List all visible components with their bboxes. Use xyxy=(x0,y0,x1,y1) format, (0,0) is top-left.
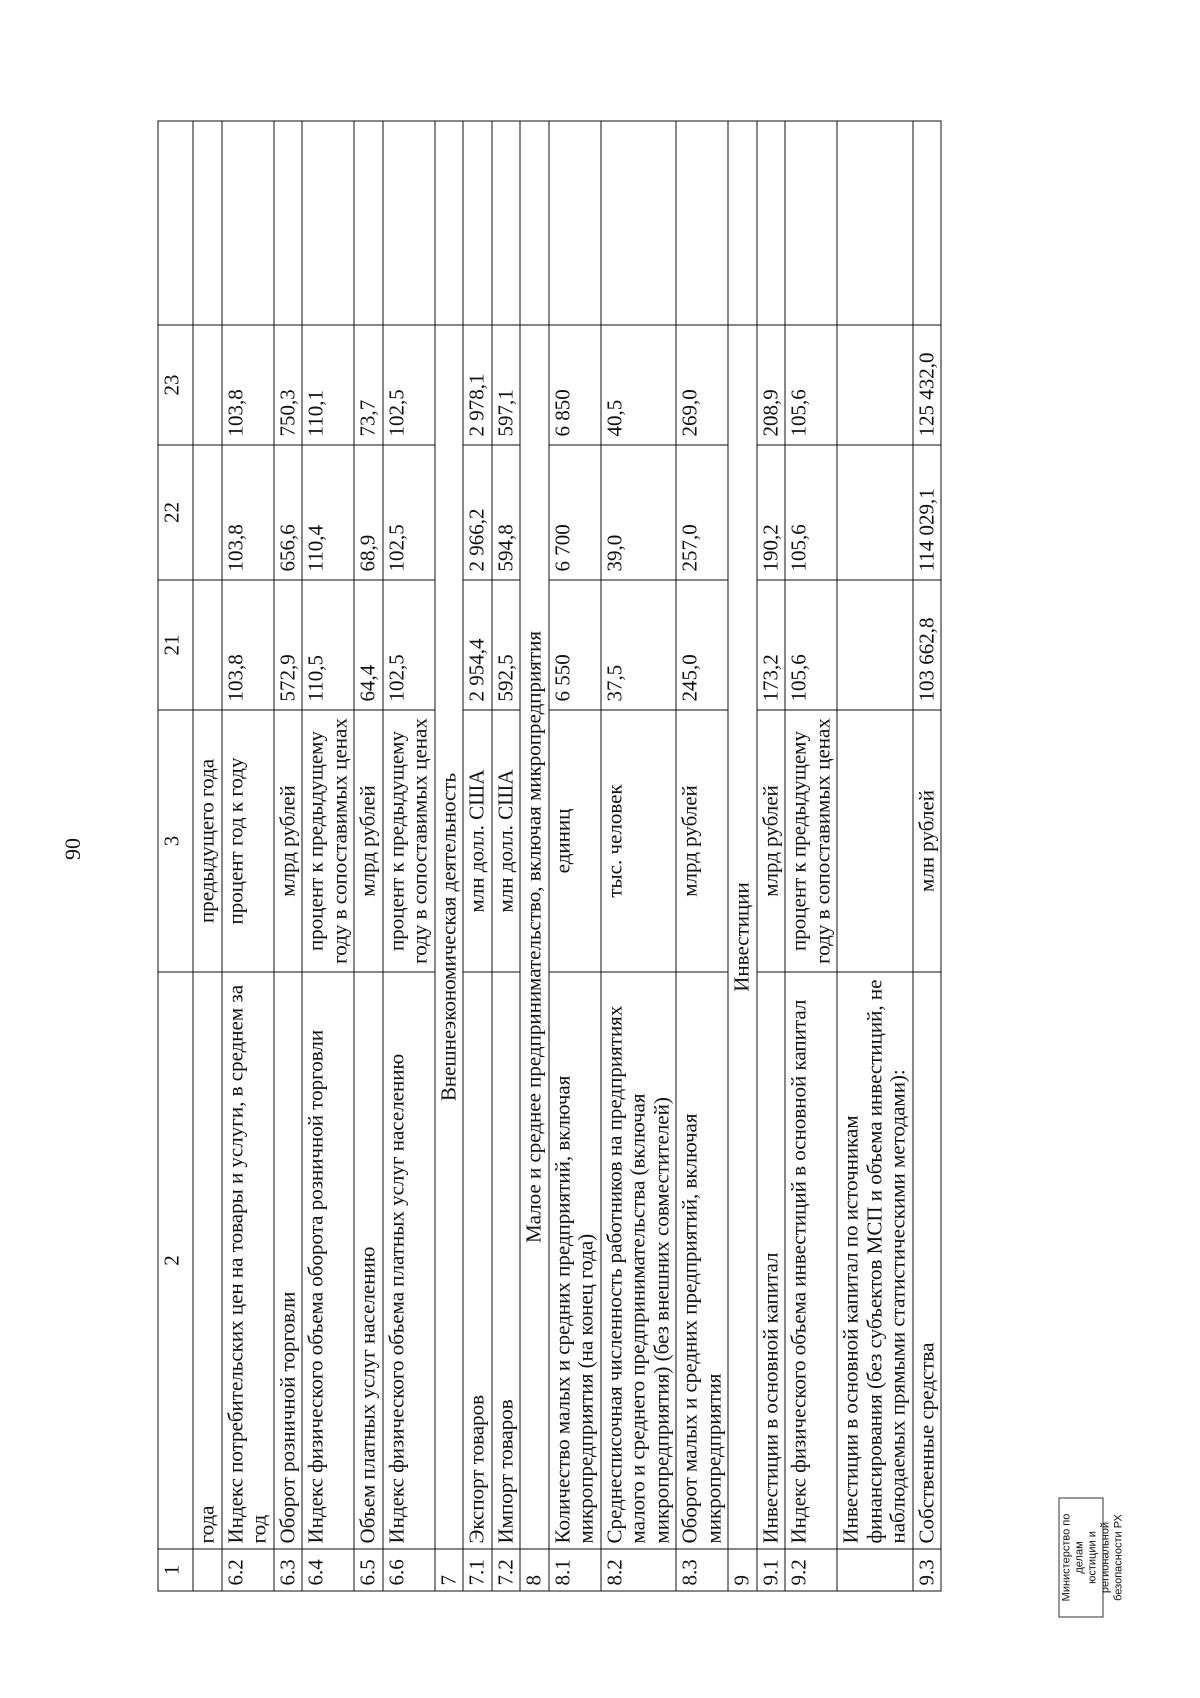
row-unit: млн рублей xyxy=(913,710,942,972)
header-col-21: 21 xyxy=(158,580,193,710)
tail-cell xyxy=(463,121,492,325)
section-title: Инвестиции xyxy=(728,325,757,1549)
section-title: Внешнеэкономическая деятельность xyxy=(435,325,464,1549)
row-value-22: 105,6 xyxy=(785,445,837,580)
tail-cell xyxy=(492,121,521,325)
tail-cell xyxy=(728,121,757,325)
row-indicator: Индекс физического объема платных услуг населению xyxy=(383,972,435,1549)
row-value-22: 2 966,2 xyxy=(463,445,492,580)
table-row xyxy=(222,121,274,1591)
row-id: 9.1 xyxy=(757,1549,786,1591)
tail-cell xyxy=(837,121,913,325)
ministry-stamp xyxy=(1059,1498,1125,1618)
row-id: 6.2 xyxy=(222,1549,274,1591)
header-col-23: 23 xyxy=(158,325,193,445)
row-indicator: Среднесписочная численность работников на предприятиях малого и среднего предпринимательства (включая микропредприятия) (без внешних совместителей) xyxy=(601,972,677,1549)
row-value-21: 64,4 xyxy=(354,580,383,710)
table-row xyxy=(383,121,435,1591)
row-indicator: Экспорт товаров xyxy=(463,972,492,1549)
tail-cell xyxy=(158,121,193,325)
row-value-21: 105,6 xyxy=(785,580,837,710)
row-value-22: 68,9 xyxy=(354,445,383,580)
header-col-3: 3 xyxy=(158,710,193,972)
row-value-22: 257,0 xyxy=(676,445,728,580)
row-value-23 xyxy=(193,325,222,445)
row-value-21 xyxy=(193,580,222,710)
row-id: 6.4 xyxy=(302,1549,354,1591)
section-row-foreign-trade xyxy=(435,121,464,1591)
row-unit: процент к предыдущему году в сопоставимых ценах xyxy=(383,710,435,972)
row-id xyxy=(193,1549,222,1591)
row-value-23: 40,5 xyxy=(601,325,677,445)
section-row-investment xyxy=(728,121,757,1591)
stamp-line: юстиции и региональной xyxy=(1086,1521,1112,1594)
row-value-22: 114 029,1 xyxy=(913,445,942,580)
table-row xyxy=(757,121,786,1591)
row-value-23: 73,7 xyxy=(354,325,383,445)
row-value-23: 102,5 xyxy=(383,325,435,445)
row-id xyxy=(837,1549,913,1591)
row-unit: тыс. человек xyxy=(601,710,677,972)
row-value-21: 103 662,8 xyxy=(913,580,942,710)
tail-cell xyxy=(549,121,601,325)
row-value-23: 105,6 xyxy=(785,325,837,445)
indicators-table xyxy=(158,121,942,1592)
table-row xyxy=(837,121,913,1591)
header-col-2: 2 xyxy=(158,972,193,1549)
row-id: 8.1 xyxy=(549,1549,601,1591)
row-value-23: 269,0 xyxy=(676,325,728,445)
row-indicator: года xyxy=(193,972,222,1549)
row-indicator: Объем платных услуг населению xyxy=(354,972,383,1549)
row-unit: млн долл. США xyxy=(492,710,521,972)
row-value-23: 6 850 xyxy=(549,325,601,445)
row-value-22: 103,8 xyxy=(222,445,274,580)
section-row-sme xyxy=(520,121,549,1591)
row-value-23: 597,1 xyxy=(492,325,521,445)
table-row xyxy=(785,121,837,1591)
row-unit: млрд рублей xyxy=(354,710,383,972)
row-value-21: 2 954,4 xyxy=(463,580,492,710)
table-row xyxy=(193,121,222,1591)
row-value-22 xyxy=(193,445,222,580)
row-unit xyxy=(837,710,913,972)
row-indicator: Импорт товаров xyxy=(492,972,521,1549)
section-id: 8 xyxy=(520,1549,549,1591)
row-value-23: 125 432,0 xyxy=(913,325,942,445)
row-indicator: Инвестиции в основной капитал xyxy=(757,972,786,1549)
row-value-21: 572,9 xyxy=(274,580,303,710)
table-row xyxy=(302,121,354,1591)
table-row xyxy=(913,121,942,1591)
header-col-1: 1 xyxy=(158,1549,193,1591)
row-indicator: Индекс потребительских цен на товары и услуги, в среднем за год xyxy=(222,972,274,1549)
row-unit: предыдущего года xyxy=(193,710,222,972)
row-id: 7.2 xyxy=(492,1549,521,1591)
row-value-23: 750,3 xyxy=(274,325,303,445)
tail-cell xyxy=(676,121,728,325)
tail-cell xyxy=(785,121,837,325)
row-value-22: 656,6 xyxy=(274,445,303,580)
row-indicator: Оборот розничной торговли xyxy=(274,972,303,1549)
table-row xyxy=(601,121,677,1591)
row-indicator: Индекс физического объема инвестиций в основной капитал xyxy=(785,972,837,1549)
row-unit: процент к предыдущему году в сопоставимых ценах xyxy=(785,710,837,972)
row-indicator: Инвестиции в основной капитал по источникам финансирования (без субъектов МСП и объема инвестиций, не наблюдаемых прямыми статистическими методами): xyxy=(837,972,913,1549)
row-indicator: Количество малых и средних предприятий, включая микропредприятия (на конец года) xyxy=(549,972,601,1549)
table-row xyxy=(549,121,601,1591)
table-row xyxy=(274,121,303,1591)
row-unit: млрд рублей xyxy=(757,710,786,972)
row-id: 6.3 xyxy=(274,1549,303,1591)
section-title: Малое и среднее предпринимательство, включая микропредприятия xyxy=(520,325,549,1549)
row-value-23: 110,1 xyxy=(302,325,354,445)
page-number: 90 xyxy=(60,838,85,860)
table-row xyxy=(676,121,728,1591)
tail-cell xyxy=(354,121,383,325)
tail-cell xyxy=(913,121,942,325)
row-id: 9.2 xyxy=(785,1549,837,1591)
tail-cell xyxy=(435,121,464,325)
tail-cell xyxy=(274,121,303,325)
row-value-21: 6 550 xyxy=(549,580,601,710)
row-indicator: Собственные средства xyxy=(913,972,942,1549)
row-id: 9.3 xyxy=(913,1549,942,1591)
tail-cell xyxy=(302,121,354,325)
row-unit: процент год к году xyxy=(222,710,274,972)
row-value-21: 103,8 xyxy=(222,580,274,710)
row-id: 7.1 xyxy=(463,1549,492,1591)
row-value-22: 6 700 xyxy=(549,445,601,580)
section-id: 9 xyxy=(728,1549,757,1591)
section-id: 7 xyxy=(435,1549,464,1591)
table-row xyxy=(354,121,383,1591)
row-unit: единиц xyxy=(549,710,601,972)
row-value-23: 208,9 xyxy=(757,325,786,445)
row-value-21: 102,5 xyxy=(383,580,435,710)
table-row xyxy=(492,121,521,1591)
tail-cell xyxy=(757,121,786,325)
row-value-21 xyxy=(837,580,913,710)
tail-cell xyxy=(222,121,274,325)
row-value-22: 110,4 xyxy=(302,445,354,580)
row-id: 6.6 xyxy=(383,1549,435,1591)
row-unit: млн долл. США xyxy=(463,710,492,972)
row-id: 8.2 xyxy=(601,1549,677,1591)
table-header-row xyxy=(158,121,193,1591)
row-value-22: 102,5 xyxy=(383,445,435,580)
header-col-22: 22 xyxy=(158,445,193,580)
row-value-21: 245,0 xyxy=(676,580,728,710)
tail-cell xyxy=(383,121,435,325)
row-value-21: 173,2 xyxy=(757,580,786,710)
row-indicator: Индекс физического объема оборота розничной торговли xyxy=(302,972,354,1549)
row-value-21: 592,5 xyxy=(492,580,521,710)
row-value-23: 2 978,1 xyxy=(463,325,492,445)
tail-cell xyxy=(193,121,222,325)
row-unit: млрд рублей xyxy=(274,710,303,972)
row-value-23 xyxy=(837,325,913,445)
row-id: 8.3 xyxy=(676,1549,728,1591)
row-value-21: 37,5 xyxy=(601,580,677,710)
row-unit: процент к предыдущему году в сопоставимых ценах xyxy=(302,710,354,972)
row-value-21: 110,5 xyxy=(302,580,354,710)
row-value-22 xyxy=(837,445,913,580)
tail-cell xyxy=(601,121,677,325)
table-row xyxy=(463,121,492,1591)
stamp-line: безопасности РХ xyxy=(1112,1514,1125,1601)
row-unit: млрд рублей xyxy=(676,710,728,972)
row-value-22: 39,0 xyxy=(601,445,677,580)
indicators-table-wrapper xyxy=(158,122,1103,1592)
row-value-22: 594,8 xyxy=(492,445,521,580)
row-value-22: 190,2 xyxy=(757,445,786,580)
row-indicator: Оборот малых и средних предприятий, включая микропредприятия xyxy=(676,972,728,1549)
row-id: 6.5 xyxy=(354,1549,383,1591)
stamp-line: Министерство по делам xyxy=(1060,1513,1086,1602)
tail-cell xyxy=(520,121,549,325)
row-value-23: 103,8 xyxy=(222,325,274,445)
